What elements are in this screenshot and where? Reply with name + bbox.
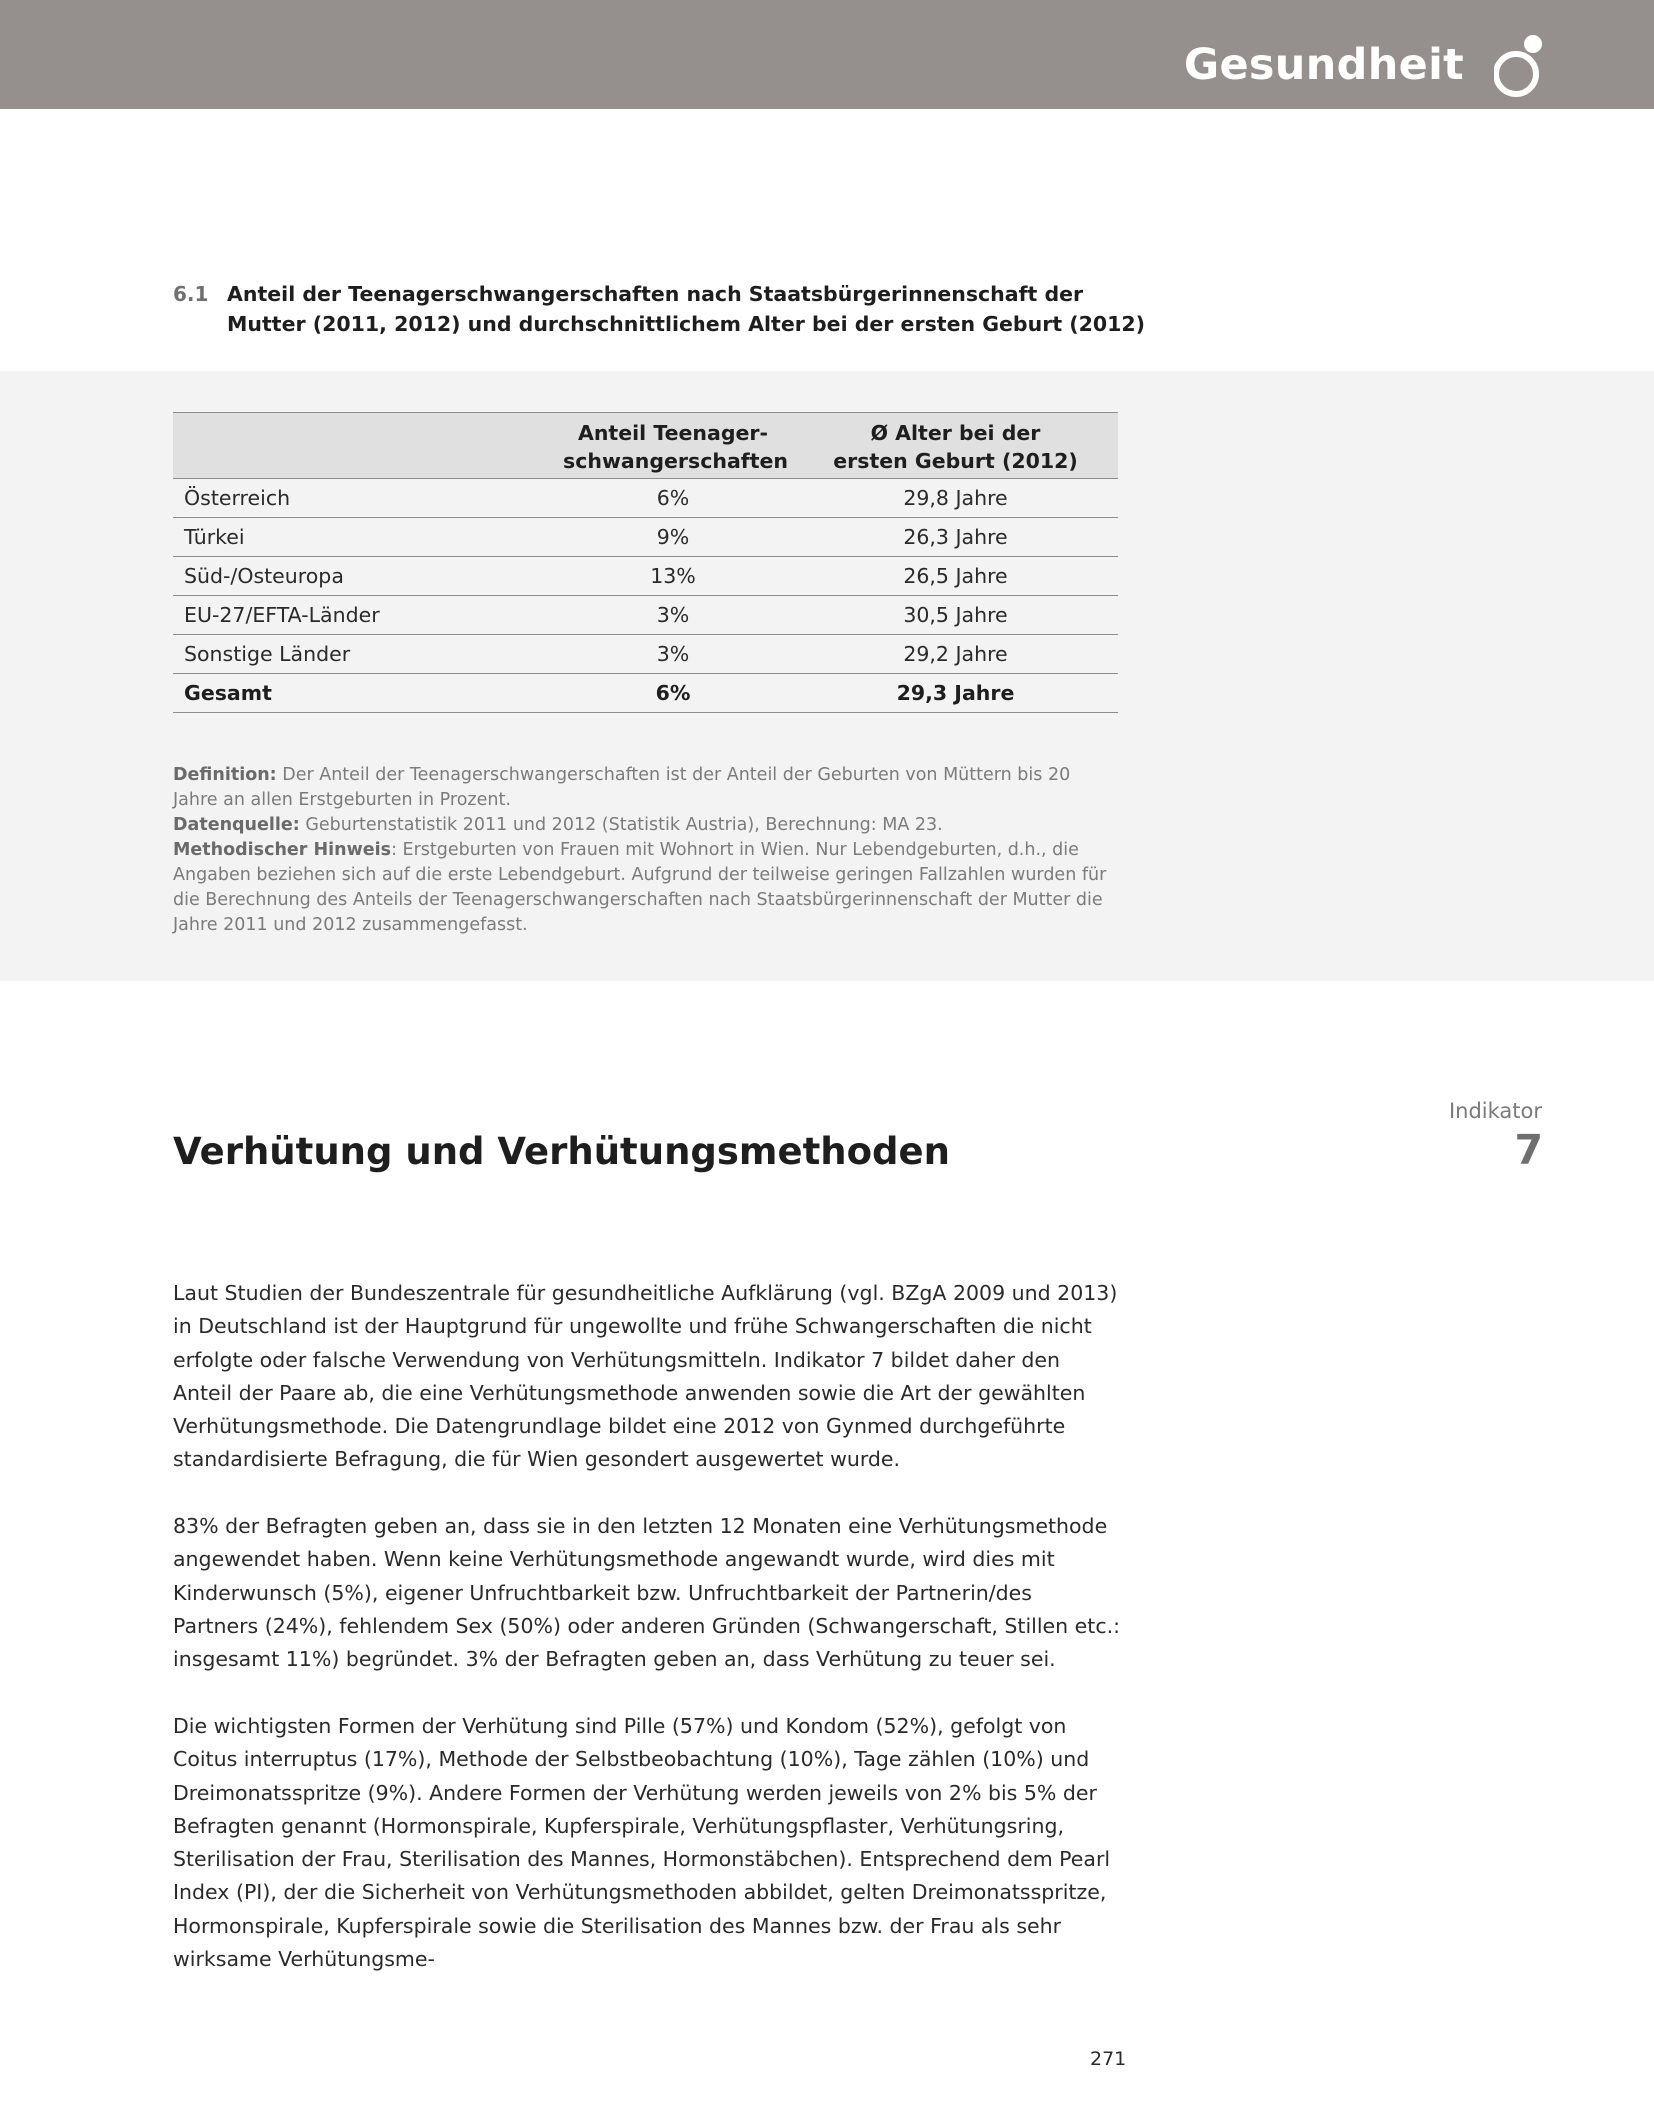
row-share: 9%	[553, 518, 793, 557]
definition-label: Definition:	[173, 765, 277, 785]
method-text: : Erstgeburten von Frauen mit Wohnort in Wien. Nur Lebendgeburten, d.h., die Angaben beziehen sich auf die erste Lebendgeburt. Aufgrund der teilweise geringen Fallzahlen wurden für die Berechnung des Anteils der Teenagerschwangerschaften nach Staatsbürgerinnenschaft der Mutter die Jahre 2011 und 2012 zusammengefasst.	[173, 840, 1107, 935]
row-age: 29,2 Jahre	[793, 635, 1118, 674]
indicator-label: Indikator	[1448, 1099, 1542, 1123]
table-header-cell	[553, 413, 793, 479]
table-header-cell	[173, 413, 553, 479]
header-age-label: Ø Alter bei der ersten Geburt (2012)	[833, 421, 1078, 473]
section-header-title: Gesundheit	[1183, 40, 1464, 90]
table-row	[173, 479, 1118, 518]
row-share: 6%	[553, 479, 793, 518]
row-label: Süd-/Osteuropa	[173, 557, 553, 596]
figure-title: Anteil der Teenagerschwangerschaften nach Staatsbürgerinnenschaft der Mutter (2011, 2012) und durchschnittlichem Alter bei der ersten Geburt (2012)	[227, 282, 1146, 336]
source-label: Datenquelle:	[173, 815, 300, 835]
header-band	[0, 0, 1654, 109]
page-number: 271	[1090, 2048, 1127, 2070]
body-paragraph: 83% der Befragten geben an, dass sie in den letzten 12 Monaten eine Verhütungsmethode angewendet haben. Wenn keine Verhütungsmethode angewandt wurde, wird dies mit Kinderwunsch (5%), eigener Unfruchtbarkeit bzw. Unfruchtbarkeit der Partnerin/des Partners (24%), fehlendem Sex (50%) oder anderen Gründen (Schwangerschaft, Stillen etc.: insgesamt 11%) begründet. 3% der Befragten geben an, dass Verhütung zu teuer sei.	[173, 1514, 1121, 1672]
row-share: 13%	[553, 557, 793, 596]
source-note	[173, 813, 1118, 838]
section-title: Verhütung und Verhütungsmethoden	[173, 1130, 950, 1173]
body-paragraph: Die wichtigsten Formen der Verhütung sind Pille (57%) und Kondom (52%), gefolgt von Coitus interruptus (17%), Methode der Selbstbeobachtung (10%), Tage zählen (10%) und Dreimonatsspritze (9%). Andere Formen der Verhütung werden jeweils von 2% bis 5% der Befragten genannt (Hormonspirale, Kupferspirale, Verhütungspflaster, Verhütungsring, Sterilisation der Frau, Sterilisation des Mannes, Hormonstäbchen). Entsprechend dem Pearl Index (PI), der die Sicherheit von Verhütungsmethoden abbildet, gelten Dreimonatsspritze, Hormonspirale, Kupferspirale sowie die Sterilisation des Mannes bzw. der Frau als sehr wirksame Verhütungsme-	[173, 1714, 1111, 1972]
row-label: EU-27/EFTA-Länder	[173, 596, 553, 635]
figure-number: 6.1	[173, 282, 209, 306]
total-share: 6%	[553, 674, 793, 713]
row-share: 3%	[553, 635, 793, 674]
row-age: 26,3 Jahre	[793, 518, 1118, 557]
definition-note	[173, 763, 1118, 813]
row-label: Türkei	[173, 518, 553, 557]
total-label: Gesamt	[173, 674, 553, 713]
row-age: 26,5 Jahre	[793, 557, 1118, 596]
definition-text: Der Anteil der Teenagerschwangerschaften ist der Anteil der Geburten von Müttern bis 20 Jahre an allen Erstgeburten in Prozent.	[173, 765, 1071, 810]
row-age: 29,8 Jahre	[793, 479, 1118, 518]
indicator-number: 7	[1514, 1126, 1543, 1174]
table-row	[173, 518, 1118, 557]
source-text: Geburtenstatistik 2011 und 2012 (Statistik Austria), Berechnung: MA 23.	[305, 815, 943, 835]
header-share-label: Anteil Teenager-schwangerschaften	[563, 421, 788, 473]
body-paragraph: Laut Studien der Bundeszentrale für gesundheitliche Aufklärung (vgl. BZgA 2009 und 2013) in Deutschland ist der Hauptgrund für ungewollte und frühe Schwangerschaften die nicht erfolgte oder falsche Verwendung von Verhütungsmitteln. Indikator 7 bildet daher den Anteil der Paare ab, die eine Verhütungsmethode anwenden sowie die Art der gewählten Verhütungsmethode. Die Datengrundlage bildet eine 2012 von Gynmed durchgeführte standardisierte Befragung, die für Wien gesondert ausgewertet wurde.	[173, 1281, 1118, 1472]
figure-notes	[173, 763, 1118, 938]
method-note	[173, 838, 1118, 938]
table-header-row	[173, 413, 1118, 479]
table-header-cell	[793, 413, 1118, 479]
row-share: 3%	[553, 596, 793, 635]
table-row	[173, 596, 1118, 635]
female-symbol-icon	[1494, 33, 1544, 97]
method-label: Methodischer Hinweis	[173, 840, 392, 860]
row-age: 30,5 Jahre	[793, 596, 1118, 635]
total-age: 29,3 Jahre	[793, 674, 1118, 713]
table-row	[173, 635, 1118, 674]
teen-pregnancy-table	[173, 412, 1118, 713]
row-label: Sonstige Länder	[173, 635, 553, 674]
table-row	[173, 557, 1118, 596]
row-label: Österreich	[173, 479, 553, 518]
table-total-row	[173, 674, 1118, 713]
